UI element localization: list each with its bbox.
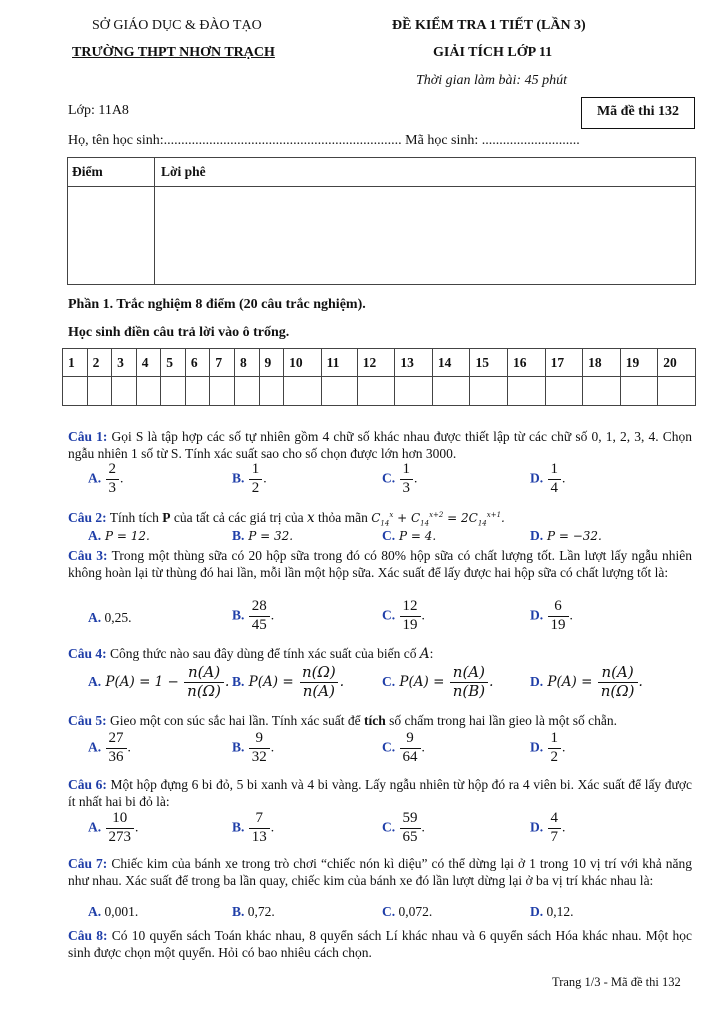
- question-3-text: Trong một thùng sữa có 20 hộp sữa trong đó có 80% hộp sữa có chất lượng tốt. Lần lượt lấy ngẫu nhiên không hoàn lại từ thùng đó hai lần, mỗi lần một hộp sữa. Xác suất để lấy được hai hộp sữa có chất lượng tốt là:: [68, 548, 692, 580]
- answer-number-13: 13: [395, 349, 433, 377]
- question-4: Câu 4: Công thức nào sau đây dùng để tính xác suất của biến cố A:: [68, 646, 434, 662]
- q4-option-a[interactable]: A. P(A) = 1 − $\frac{n(A)}{n(\Omega)}$ .: [88, 663, 230, 700]
- answer-cell-8[interactable]: [234, 377, 259, 406]
- q6-option-b[interactable]: B. $\frac{7}{13}$ .: [232, 810, 275, 845]
- q1-option-a[interactable]: A. $\frac{2}{3}$ .: [88, 461, 124, 496]
- exam-code: Mã đề thi 132: [596, 104, 680, 119]
- answer-number-19: 19: [620, 349, 658, 377]
- answer-cell-4[interactable]: [136, 377, 161, 406]
- answer-cell-16[interactable]: [508, 377, 546, 406]
- question-8-label: Câu 8:: [68, 928, 108, 943]
- question-7: [68, 855, 692, 889]
- exam-subject: GIẢI TÍCH LỚP 11: [433, 45, 553, 60]
- page-footer: Trang 1/3 - Mã đề thi 132: [552, 975, 681, 989]
- grade-header: Điểm: [72, 164, 103, 179]
- q5-option-c[interactable]: C. $\frac{9}{64}$ .: [382, 730, 425, 765]
- answer-cell-19[interactable]: [620, 377, 658, 406]
- q4-option-d[interactable]: D. P(A) = $\frac{n(A)}{n(\Omega)}$ .: [530, 663, 643, 700]
- q1-option-b[interactable]: B. $\frac{1}{2}$ .: [232, 461, 267, 496]
- answer-cell-17[interactable]: [545, 377, 583, 406]
- q3-option-b[interactable]: B. $\frac{28}{45}$ .: [232, 598, 275, 633]
- answer-number-14: 14: [432, 349, 470, 377]
- question-4-label: Câu 4:: [68, 646, 107, 661]
- q2-option-b[interactable]: B. P = 32.: [232, 528, 294, 543]
- q2-option-c[interactable]: C. P = 4.: [382, 528, 437, 543]
- answer-number-4: 4: [136, 349, 161, 377]
- answer-cell-7[interactable]: [210, 377, 235, 406]
- q6-option-d[interactable]: D. $\frac{4}{7}$ .: [530, 810, 566, 845]
- part1-title: Phần 1. Trắc nghiệm 8 điểm (20 câu trắc nghiệm).: [68, 297, 366, 312]
- answer-cell-15[interactable]: [470, 377, 508, 406]
- question-5-label: Câu 5:: [68, 713, 107, 728]
- answer-number-9: 9: [259, 349, 284, 377]
- answer-cell-13[interactable]: [395, 377, 433, 406]
- q7-option-b[interactable]: B. 0,72.: [232, 904, 275, 919]
- part1-instruction: Học sinh điền câu trả lời vào ô trống.: [68, 325, 290, 340]
- question-2-label: Câu 2:: [68, 510, 107, 525]
- answer-cell-14[interactable]: [432, 377, 470, 406]
- q6-option-a[interactable]: A. $\frac{10}{273}$ .: [88, 810, 139, 845]
- q3-option-c[interactable]: C. $\frac{12}{19}$ .: [382, 598, 425, 633]
- q5-option-b[interactable]: B. $\frac{9}{32}$ .: [232, 730, 275, 765]
- answer-cell-2[interactable]: [87, 377, 112, 406]
- student-info-line: Họ, tên học sinh:.................................................................... Mã học sinh: ............................: [68, 133, 580, 148]
- question-3: [68, 547, 692, 581]
- question-1: [68, 428, 692, 462]
- q7-option-c[interactable]: C. 0,072.: [382, 904, 433, 919]
- question-5: Câu 5: Gieo một con súc sắc hai lần. Tính xác suất để tích số chấm trong hai lần gieo là một số chẵn.: [68, 713, 618, 728]
- question-6-label: Câu 6:: [68, 777, 107, 792]
- school-name: TRƯỜNG THPT NHƠN TRẠCH: [72, 45, 275, 60]
- q5-option-d[interactable]: D. $\frac{1}{2}$ .: [530, 730, 566, 765]
- question-4-text: Công thức nào sau đây dùng để tính xác suất của biến cố: [110, 646, 420, 661]
- answer-number-2: 2: [87, 349, 112, 377]
- question-1-label: Câu 1:: [68, 429, 108, 444]
- question-6: [68, 776, 692, 810]
- question-7-label: Câu 7:: [68, 856, 108, 871]
- question-7-text: Chiếc kim của bánh xe trong trò chơi “chiếc nón kì diệu” có thể dừng lại ở 1 trong 10 vị trí với khả năng như nhau. Xác suất để trong ba lần quay, chiếc kim của bánh xe đó lần lượt dừng lại ở ba vị trí khác nhau là:: [68, 856, 693, 888]
- answer-cell-10[interactable]: [284, 377, 322, 406]
- q7-option-a[interactable]: A. 0,001.: [88, 904, 139, 919]
- question-1-text: Gọi S là tập hợp các số tự nhiên gồm 4 chữ số khác nhau được thiết lập từ các chữ số 0, 1, 2, 3, 4. Chọn ngẫu nhiên 1 số từ S. Tính xác suất sao cho số chọn được lớn hơn 3000.: [68, 429, 692, 461]
- answer-number-18: 18: [583, 349, 621, 377]
- answer-cell-12[interactable]: [357, 377, 395, 406]
- q2-combination-formula: $C_{14}^x + C_{14}^{x+2} = 2C_{14}^{x+1}$.: [371, 511, 505, 528]
- answer-number-17: 17: [545, 349, 583, 377]
- q2-option-a[interactable]: A. P = 12.: [88, 528, 150, 543]
- answer-number-1: 1: [63, 349, 88, 377]
- question-3-label: Câu 3:: [68, 548, 108, 563]
- answer-cell-20[interactable]: [658, 377, 696, 406]
- q3-option-d[interactable]: D. $\frac{6}{19}$ .: [530, 598, 573, 633]
- comment-header: Lời phê: [161, 164, 206, 179]
- answer-number-7: 7: [210, 349, 235, 377]
- answer-number-15: 15: [470, 349, 508, 377]
- class-label: Lớp: 11A8: [68, 103, 129, 118]
- answer-number-16: 16: [508, 349, 546, 377]
- answer-cell-11[interactable]: [321, 377, 357, 406]
- q6-option-c[interactable]: C. $\frac{59}{65}$ .: [382, 810, 425, 845]
- answer-number-10: 10: [284, 349, 322, 377]
- answer-cell-9[interactable]: [259, 377, 284, 406]
- grade-table: [67, 157, 696, 285]
- q4-option-c[interactable]: C. P(A) = $\frac{n(A)}{n(B)}$ .: [382, 663, 494, 700]
- q1-option-c[interactable]: C. $\frac{1}{3}$ .: [382, 461, 418, 496]
- question-6-text: Một hộp đựng 6 bi đỏ, 5 bi xanh và 4 bi vàng. Lấy ngẫu nhiên từ hộp đó ra 4 viên bi. Xác suất để lấy được ít nhất hai bi đỏ là:: [68, 777, 692, 809]
- answer-number-3: 3: [112, 349, 137, 377]
- q2-option-d[interactable]: D. P = −32.: [530, 528, 602, 543]
- answer-number-11: 11: [321, 349, 357, 377]
- q3-option-a[interactable]: A. 0,25.: [88, 610, 132, 625]
- question-8-text: Có 10 quyển sách Toán khác nhau, 8 quyển sách Lí khác nhau và 6 quyển sách Hóa khác nhau. Một học sinh được chọn một quyển. Hỏi có bao nhiêu cách chọn.: [68, 928, 692, 960]
- answer-number-20: 20: [658, 349, 696, 377]
- answer-number-8: 8: [234, 349, 259, 377]
- answer-grid: [62, 348, 696, 406]
- answer-cell-1[interactable]: [63, 377, 88, 406]
- exam-code-box: [581, 97, 695, 129]
- answer-number-12: 12: [357, 349, 395, 377]
- q1-option-d[interactable]: D. $\frac{1}{4}$ .: [530, 461, 566, 496]
- grade-cell[interactable]: [68, 187, 155, 285]
- answer-cell-3[interactable]: [112, 377, 137, 406]
- q4-option-b[interactable]: B. P(A) = $\frac{n(\Omega)}{n(A)}$ .: [232, 663, 345, 700]
- comment-cell[interactable]: [155, 187, 696, 285]
- answer-cell-6[interactable]: [185, 377, 210, 406]
- q5-option-a[interactable]: A. $\frac{27}{36}$ .: [88, 730, 131, 765]
- answer-number-6: 6: [185, 349, 210, 377]
- answer-number-5: 5: [161, 349, 186, 377]
- exam-title: ĐỀ KIỂM TRA 1 TIẾT (LẦN 3): [392, 18, 586, 33]
- exam-duration: Thời gian làm bài: 45 phút: [416, 73, 567, 88]
- question-8: [68, 927, 692, 961]
- school-department: SỞ GIÁO DỤC & ĐÀO TẠO: [92, 18, 262, 33]
- answer-cell-5[interactable]: [161, 377, 186, 406]
- answer-cell-18[interactable]: [583, 377, 621, 406]
- q7-option-d[interactable]: D. 0,12.: [530, 904, 574, 919]
- question-2: Câu 2: Tính tích P của tất cả các giá trị của x thỏa mãn $C_{14}^x + C_{14}^{x+2} = 2C_{14}^{x+1}$.: [68, 510, 505, 528]
